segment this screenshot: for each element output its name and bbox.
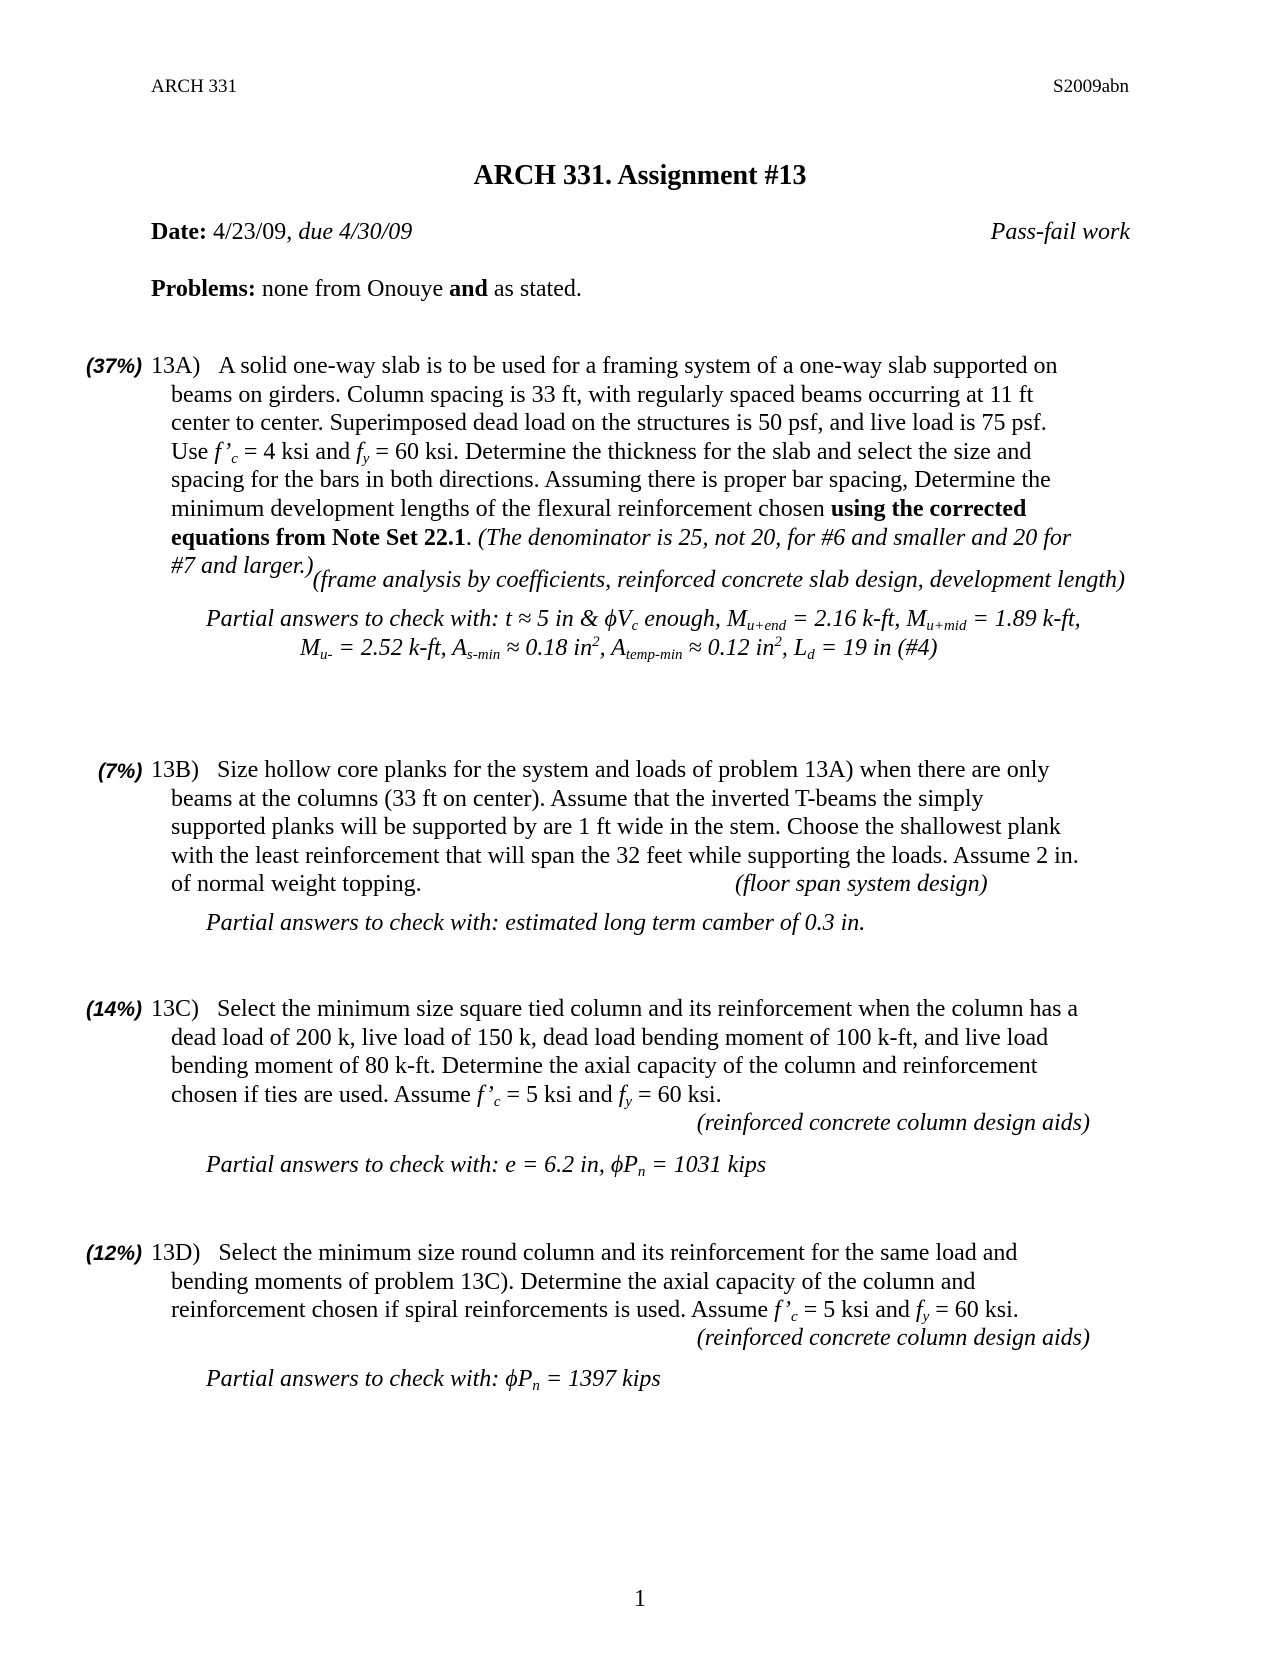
text: = 5 ksi and <box>500 1081 619 1108</box>
text: Use <box>171 438 215 465</box>
text: = 2.16 k-ft, M <box>786 606 927 632</box>
problem-13b-line-2: beams at the columns (33 ft on center). Assume that the inverted T-beams the simply <box>171 785 984 812</box>
problem-13a-answer-1 <box>206 606 1081 633</box>
problem-13d-answer <box>206 1366 661 1393</box>
problem-13b-line-4: with the least reinforcement that will span the 32 feet while supporting the loads. Assume 2 in. <box>171 842 1079 869</box>
text: , A <box>599 635 626 661</box>
problem-13a-line-7 <box>151 524 1101 553</box>
problem-13d-id: 13D) <box>151 1240 201 1266</box>
problem-13d <box>151 1239 1101 1325</box>
sub: s-min <box>466 647 501 663</box>
fy-symbol: f <box>618 1081 626 1108</box>
text: . <box>465 524 478 551</box>
problem-13d-line-3 <box>151 1296 1101 1325</box>
text: , L <box>781 635 808 661</box>
problem-13d-line-1: Select the minimum size round column and its reinforcement for the same load and <box>218 1240 1018 1266</box>
fy-symbol: f <box>356 438 363 465</box>
date-value: 4/23/09, <box>212 219 299 245</box>
problem-13c-line-4 <box>151 1081 1101 1110</box>
problem-13a-id: 13A) <box>151 353 201 379</box>
emphasis: equations from Note Set 22.1 <box>171 524 466 551</box>
problems-line <box>151 276 582 303</box>
problem-13c-line-2: dead load of 200 k, live load of 150 k, dead load bending moment of 100 k-ft, and live load <box>171 1024 1049 1051</box>
text: Partial answers to check with: ϕP <box>206 1366 533 1392</box>
date-label: Date: <box>151 219 207 245</box>
fc-subscript: c <box>231 450 238 467</box>
problem-13d-weight: (12%) <box>86 1242 143 1265</box>
problem-13a-line-8: #7 and larger.) <box>171 553 314 580</box>
problem-13b-weight: (7%) <box>98 760 143 783</box>
page-title: ARCH 331. Assignment #13 <box>473 160 807 191</box>
problem-13c <box>151 995 1101 1109</box>
problem-13b-line-1: Size hollow core planks for the system and loads of problem 13A) when there are only <box>217 757 1050 783</box>
emphasis: using the corrected <box>830 495 1027 522</box>
fy-symbol: f <box>915 1297 923 1324</box>
sub: u+end <box>746 618 787 634</box>
problem-13b-line-3: supported planks will be supported by are 1 ft wide in the stem. Choose the shallowest plank <box>171 814 1061 841</box>
problem-13b-line-5: of normal weight topping. <box>171 871 422 898</box>
problems-text-2: as stated. <box>487 276 582 302</box>
problem-13d-topics: (reinforced concrete column design aids) <box>696 1325 1090 1351</box>
sub: c <box>631 618 639 634</box>
fc-subscript: c <box>791 1309 798 1326</box>
text: = 1.89 k-ft, <box>966 606 1081 632</box>
date-line <box>151 219 412 246</box>
problem-13a-line-2: beams on girders. Column spacing is 33 ft, with regularly spaced beams occurring at 11 ft <box>171 381 1034 408</box>
note: (The denominator is 25, not 20, for #6 and smaller and 20 for <box>477 524 1072 551</box>
sub: n <box>532 1378 540 1394</box>
text: minimum development lengths of the flexural reinforcement chosen <box>171 495 831 522</box>
text: = 1397 kips <box>539 1366 661 1392</box>
text: enough, M <box>638 606 747 632</box>
text: = 2.52 k-ft, A <box>332 635 467 661</box>
problem-13c-line-1: Select the minimum size square tied column and its reinforcement when the column has a <box>217 996 1079 1022</box>
problem-13a-line-4 <box>151 438 1101 467</box>
fy-subscript: y <box>922 1309 930 1326</box>
text: chosen if ties are used. Assume <box>171 1081 477 1108</box>
problem-13b-answer: Partial answers to check with: estimated long term camber of 0.3 in. <box>206 910 866 936</box>
sub: d <box>807 647 815 663</box>
problem-13c-id: 13C) <box>151 996 199 1022</box>
fc-symbol: f’ <box>476 1081 494 1108</box>
problems-and: and <box>449 276 488 302</box>
problem-13c-topics: (reinforced concrete column design aids) <box>696 1110 1090 1136</box>
problem-13c-answer <box>206 1152 766 1179</box>
text: reinforcement chosen if spiral reinforcements is used. Assume <box>171 1297 775 1324</box>
text: = 4 ksi and <box>237 438 357 465</box>
problems-text-1: none from Onouye <box>255 276 450 302</box>
text: M <box>300 635 320 661</box>
header-course: ARCH 331 <box>151 76 238 97</box>
sub: u- <box>320 647 333 663</box>
problem-13c-weight: (14%) <box>86 998 143 1021</box>
problem-13b-id: 13B) <box>151 757 199 783</box>
problem-13c-line-3: bending moment of 80 k-ft. Determine the axial capacity of the column and reinforcement <box>171 1053 1038 1080</box>
fc-symbol: f’ <box>774 1297 792 1324</box>
fy-subscript: y <box>625 1093 633 1110</box>
sub: temp-min <box>625 647 683 663</box>
text: = 1031 kips <box>645 1152 767 1178</box>
text: = 60 ksi. Determine the thickness for the slab and select the size and <box>369 438 1032 465</box>
problems-label: Problems: <box>151 276 256 302</box>
problem-13d-line-2: bending moments of problem 13C). Determine the axial capacity of the column and <box>171 1268 976 1295</box>
fc-subscript: c <box>493 1093 501 1110</box>
text: = 5 ksi and <box>797 1297 916 1324</box>
text: ≈ 0.12 in <box>682 635 775 661</box>
problem-13a-answer-2 <box>300 635 938 662</box>
text: = 19 in (#4) <box>814 635 938 661</box>
problem-13a <box>151 352 1101 581</box>
text: Partial answers to check with: t ≈ 5 in & ϕV <box>206 606 632 632</box>
text: ≈ 0.18 in <box>500 635 593 661</box>
problem-13a-line-1: A solid one-way slab is to be used for a framing system of a one-way slab supported on <box>218 353 1058 379</box>
text: Partial answers to check with: e = 6.2 in, ϕP <box>206 1152 638 1178</box>
fc-symbol: f’ <box>214 438 232 465</box>
page-number: 1 <box>634 1586 646 1612</box>
text: = 60 ksi. <box>929 1297 1019 1324</box>
problem-13a-line-6 <box>151 495 1101 524</box>
problem-13b-topics: (floor span system design) <box>735 871 988 897</box>
header-code: S2009abn <box>1053 76 1129 97</box>
problem-13a-weight: (37%) <box>86 355 143 378</box>
due-date: due 4/30/09 <box>298 219 413 245</box>
sup: 2 <box>774 634 782 650</box>
problem-13a-line-5: spacing for the bars in both directions. Assuming there is proper bar spacing, Determine the <box>171 467 1051 494</box>
sub: n <box>637 1164 646 1180</box>
problem-13a-line-3: center to center. Superimposed dead load on the structures is 50 psf, and live load is 75 psf. <box>171 410 1047 437</box>
text: = 60 ksi. <box>632 1081 722 1108</box>
sub: u+mid <box>926 618 967 634</box>
problem-13a-topics: (frame analysis by coefficients, reinforced concrete slab design, development length) <box>312 567 1125 593</box>
pass-fail-note: Pass-fail work <box>990 219 1130 245</box>
sup: 2 <box>592 634 600 650</box>
fy-subscript: y <box>362 450 370 467</box>
